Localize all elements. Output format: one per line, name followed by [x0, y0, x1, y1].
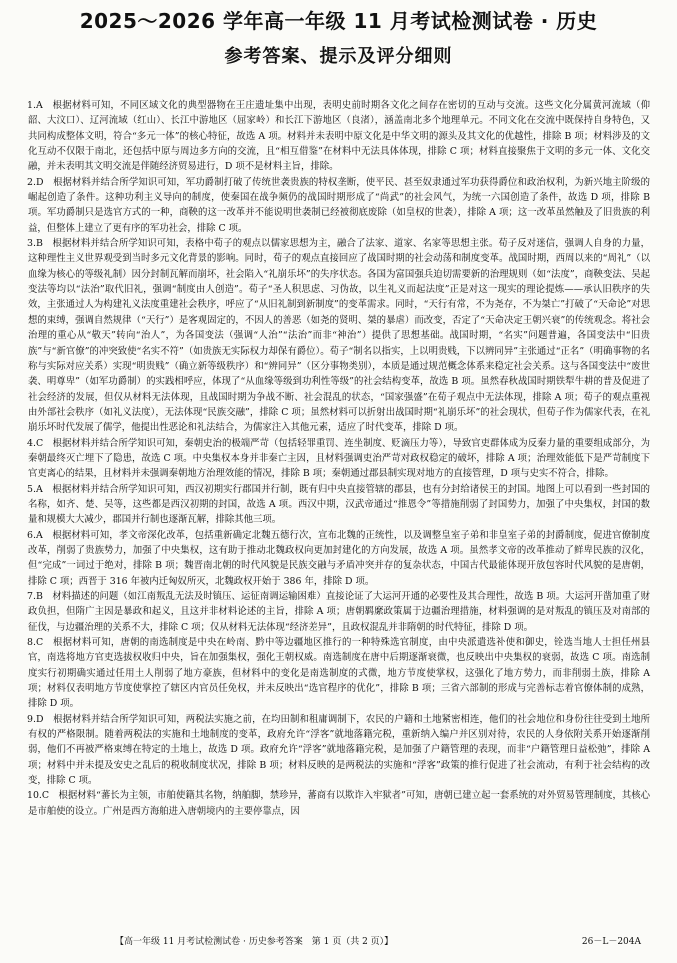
answer-number: 1. [27, 100, 36, 111]
answer-explanation: 根据材料“蕃长为主领，市舶使籍其名物，纳舶脚，禁珍异，蕃商有以欺诈入牢狱者”可知，唐朝已建立起一套系统的对外贸易管理制度，其核心是市舶使的设立。广州是西方海舶进入唐朝境内的主要停靠点，因 [28, 790, 650, 817]
answer-item [28, 236, 650, 435]
answer-number: 7. [27, 591, 36, 602]
answer-explanation: 根据材料并结合所学知识可知，两税法实施之前，在均田制和租庸调制下，农民的户籍和土地紧密相连，他们的社会地位和身份往往受到土地所有权的严格限制。随着两税法的实施和土地制度的变革，政府允许“浮客”就地落籍完税，重新纳入编户并区别对待，农民的人身依附关系开始逐渐削弱，他们不再被严格束缚在特定的土地上，故选 D 项。政府允许“浮客”就地落籍完税，是加强了户籍管理的表现，而非“户籍管理日益松弛”，排除 A 项；材料中并未提及安史之乱后的税收制度状况，排除 B 项；材料反映的是两税法的实施和“浮客”政策的推行促进了社会流动，有利于社会结构的改变，排除 C 项。 [28, 713, 650, 787]
answer-number: 10. [27, 790, 42, 802]
answer-explanation: 根据材料并结合所学知识可知，军功爵制打破了传统世袭贵族的特权垄断，使平民、甚至奴隶通过军功获得爵位和政治权利，为新兴地主阶级的崛起创造了条件。这种功利主义导向的制度，使秦国在战争频仍的战国时期形成了“尚武”的社会风气，为统一六国创造了条件，故选 D 项，排除 B 项。军功爵制只是选官方式的一种，商鞅的这一改革并不能说明世袭制已经被彻底废除（如皇权的世袭），排除 A 项；这一改革虽然触及了旧贵族的利益，但整体上建立了更有序的军功社会，排除 C 项。 [28, 176, 650, 234]
answer-explanation: 根据材料并结合所学知识可知，表格中荀子的观点以儒家思想为主，融合了法家、道家、名家等思想主张。荀子反对迷信，强调人自身的力量，这种理性主义世界观受到当时多元文化背景的影响。同时，荀子的观点直接回应了战国时期的社会动荡和制度变革。战国时期，西周以来的“周礼”（以血缘为核心的等级礼制）因分封制瓦解而崩坏，社会陷入“礼崩乐坏”的失序状态。各国为富国强兵迫切需要新的治理规则（如“法度”，商鞅变法、吴起变法等均以“法治”取代旧礼，强调“制度由人创造”。荀子“圣人积思虑、习伪故，以生礼义而起法度”正是对这一现实的理论提炼——承认旧秩序的失效，主张通过人为构建礼义法度重建社会秩序，呼应了“从旧礼制到新制度”的变革需求。同时，“天行有常，不为尧存，不为桀亡”打破了“天命论”对思想的束缚，强调自然规律（“天行”）是客观固定的，不因人的善恶（如尧的贤明、桀的暴虐）而改变，否定了“天命决定王朝兴衰”的传统观念。将社会治理的重心从“敬天”转向“治人”，为各国变法（强调“人治”“法治”而非“神治”）提供了思想基础。战国时期，“名实”问题普遍，各国变法中“旧贵族”与“新官僚”的冲突致使“名实不符”（如贵族无实际权力却保有爵位）。荀子“制名以指实，上以明贵贱，下以辨同异”主张通过“正名”（明确事物的名称与实际对应关系）实现“明贵贱”（确立新等级秩序）和“辨同异”（区分事物类别），本质是通过规范概念体系来稳定社会关系。这与各国变法中“废世袭、明尊卑”（如军功爵制）的实践相呼应，体现了“从血缘等级到功利性等级”的社会结构变革，故选 B 项。虽然春秋战国时期铁犁牛耕的普及促进了社会经济的发展，但仅从材料无法体现，且战国时期为争战不断、社会混乱的状态，“国家强盛”在荀子观点中无法体现，排除 A 项；荀子的观点重视由外部社会秩序（如礼义法度），无法体现“民族交融”，排除 C 项；虽然材料可以折射出战国时期“礼崩乐坏”的社会现状，但荀子作为儒家代表，在礼崩乐坏时代发展了儒学，他提出性恶论和礼法结合，为儒家注入其他元素，适应了时代变革，排除 D 项。 [28, 238, 650, 434]
answer-choice: A [35, 483, 43, 495]
answer-choice: D [35, 713, 44, 725]
answer-explanation: 根据材料可知，孝文帝深化改革，包括重新确定北魏五德行次，宣布北魏的正统性，以及调整皇室子弟和非皇室子弟的封爵制度，促进官僚制度改革，削弱了贵族势力，加强了中央集权，这有助于推动北魏政权向更加封建化的方向发展，故选 A 项。虽然孝文帝的改革推动了鲜卑民族的汉化，但“完成”一词过于绝对，排除 B 项；魏晋南北朝的时代风貌是民族交融与矛盾冲突并存的复杂状态，中国古代最能体现开放包容时代风貌的是唐朝，排除 C 项；西晋于 316 年被内迁匈奴所灭，北魏政权开始于 386 年，排除 D 项。 [28, 529, 650, 587]
answer-item [28, 528, 650, 589]
footer-code: 26－L－204A [581, 937, 641, 947]
answer-explanation: 根据材料并结合所学知识可知，秦朝史治的极端严苛（包括轻罪重罚、连坐制度、贬滴压力等），导致官吏群体成为反秦力量的重要组成部分，为秦朝最终灭亡埋下了隐患，故选 C 项。中央集权本身并非秦亡主因，且材料强调吏治严苛对政权稳定的破坏，排除 A 项；治理效能低下是严苛制度下官吏离心的结果，且材料并未强调秦朝地方治理效能的情况，排除 B 项；秦朝通过郡县制实现对地方的直接管理，D 项与史实不符合，排除。 [28, 437, 650, 480]
answer-choice: C [41, 790, 50, 802]
answer-item [28, 712, 650, 789]
answer-choice: A [35, 100, 43, 111]
answer-number: 4. [27, 437, 36, 449]
answer-list [28, 98, 650, 924]
answer-item [28, 788, 650, 819]
answer-choice: B [35, 238, 43, 250]
answer-explanation: 根据材料可知，不同区域文化的典型器物在王庄遗址集中出现，表明史前时期各文化之间存在密切的互动与交流。这些文化分属黄河流域（仰韶、大汶口）、辽河流域（红山）、长江中游地区（屈家岭）和长江下游地区（良渚），涵盖南北多个地理单元。不同文化在交流中既保持自身特色，又共同构成整体文明，符合“多元一体”的核心特征，故选 A 项。材料并未表明中原文化是中华文明的源头及其文化的优越性，排除 B 项；材料涉及的文化互动不仅限于南北，还包括中原与周边多方向的交流，且“相互借鉴”在材料中无法具体体现，排除 C 项；材料直接聚焦于文明的多元一体、文化交融，并未表明其文明交流是伴随经济贸易进行，D 项不是材料主旨，排除。 [28, 100, 650, 173]
answer-explanation: 材料描述的问题（如江南叛乱无法及时镇压、运征南调运输困难）直接论证了大运河开通的必要性及其合理性，故选 B 项。大运河开凿加重了财政负担，但隋广主因是暴政和起义，且这并非材料论述的主旨，排除 A 项；唐朝羁縻政策属于边疆治理措施，材料强调的是对叛乱的镇压及对南部的征伐，与边疆治理的关系不大，排除 C 项；仅从材料无法体现“经济差异”，且政权混乱并非隋朝的时代特征，排除 D 项。 [28, 591, 650, 633]
answer-choice: B [35, 591, 43, 602]
answer-item [28, 436, 650, 482]
answer-item [28, 635, 650, 712]
footer-page-info: 【高一年级 11 月考试检测试卷 · 历史参考答案 第 1 页（共 2 页）】 [115, 937, 394, 947]
answer-item [28, 482, 650, 528]
answer-explanation: 根据材料可知，唐朝的南选制度是中央在岭南、黔中等边疆地区推行的一种特殊选官制度，由中央派遣选补使和御史，铨选当地人士担任州县官，南选将地方官吏选拔权收归中央，旨在加强集权，强化王朝权威。南选制度在唐中后期逐渐衰微，也反映出中央集权的衰弱，故选 C 项。南选制度实行初期确实通过任用土人削弱了地方豪族，但材料中的变化是南选制度的式微，地方节度使掌权，这强化了地方势力，而非削弱土族，排除 A 项；材料仅表明地方节度使掌控了辖区内官员任免权，并未反映出“选官程序的优化”，排除 B 项；三省六部制的形成与完善标志着官僚体制的成熟，排除 D 项。 [28, 637, 650, 710]
answer-number: 8. [27, 637, 36, 649]
page-title: 2025～2026 学年高一年级 11 月考试检测试卷 · 历史 [79, 9, 598, 33]
answer-number: 2. [27, 176, 36, 188]
page-footer [0, 935, 677, 949]
answer-number: 3. [27, 238, 36, 250]
answer-item [28, 175, 650, 236]
answer-item [28, 98, 650, 175]
answer-number: 5. [27, 483, 36, 495]
answer-choice: C [35, 637, 44, 649]
answer-explanation: 根据材料并结合所学知识可知，西汉初期实行郡国并行制，既有归中央直接管辖的郡县，也有分封给诸侯王的封国。地图上可以看到一些封国的名称，如齐、楚、吴等，这些都是西汉初期的封国，故选 A 项。西汉中期，汉武帝通过“推恩令”等措施削弱了封国势力，加强了中央集权，封国的数量和规模大大减少，郡国并行制也逐渐瓦解，排除其他三项。 [28, 483, 650, 526]
answer-choice: D [35, 176, 44, 188]
answer-number: 6. [27, 529, 36, 541]
answer-choice: A [35, 529, 43, 541]
answer-choice: C [35, 437, 44, 449]
answer-number: 9. [27, 713, 36, 725]
page-subtitle: 参考答案、提示及评分细则 [224, 46, 453, 67]
answer-item [28, 589, 650, 635]
